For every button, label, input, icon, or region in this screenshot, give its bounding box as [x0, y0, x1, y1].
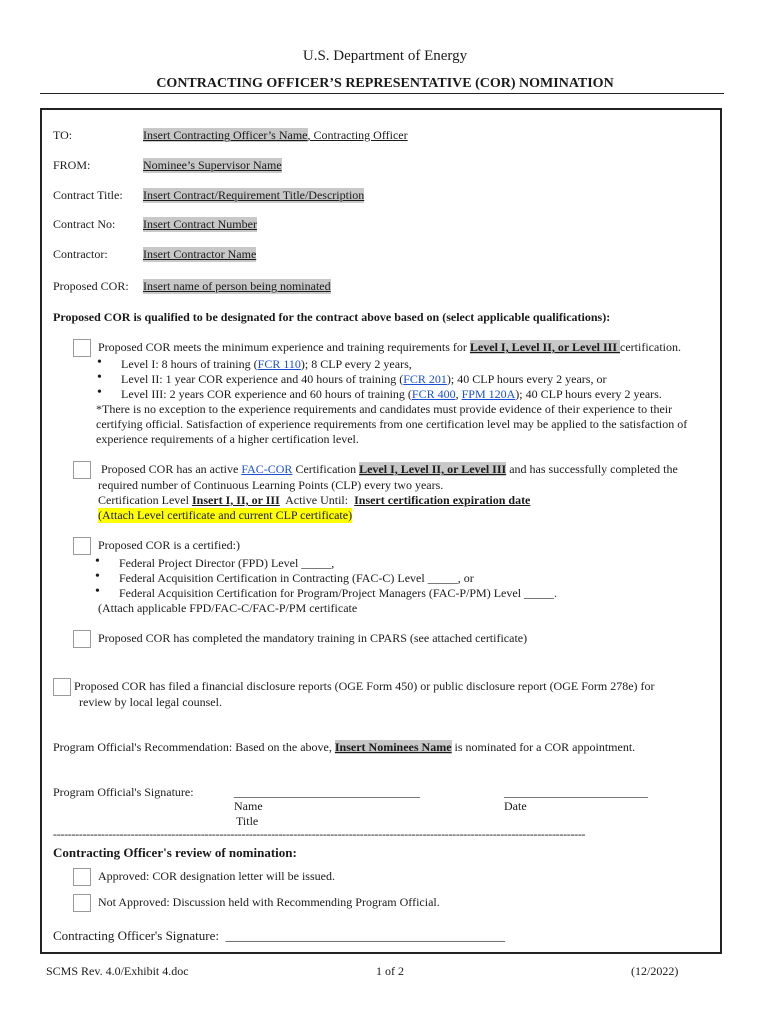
approved-checkbox[interactable]	[73, 868, 91, 886]
to-label: TO:	[53, 128, 73, 142]
contract-no-label: Contract No:	[53, 217, 116, 231]
qualification-heading: Proposed COR is qualified to be designated for the contract above based on (select applicable qualifications):	[53, 310, 611, 324]
opt1-b2-b: ); 40 CLP hours every 2 years, or	[446, 372, 607, 386]
opt1-note-line1: *There is no exception to the experience requirements and candidates must provide evidence of their experience to their	[96, 402, 673, 416]
co-signature-field[interactable]: ___________________________________________	[225, 928, 506, 943]
contract-title-label: Contract Title:	[53, 188, 123, 202]
opt3-text: Proposed COR is a certified:)	[98, 538, 240, 552]
fac-cor-link[interactable]: FAC-COR	[241, 462, 293, 476]
title-rule	[40, 93, 724, 94]
recommendation-line	[53, 740, 635, 755]
signature-title-caption: Title	[236, 814, 259, 828]
opt1-bullet-level2	[121, 372, 606, 387]
opt1-levels: Level I, Level II, or Level III	[469, 340, 621, 354]
opt2-cert-line	[98, 493, 530, 508]
qualification-checkbox-disclosure[interactable]	[53, 678, 71, 696]
opt2-levels: Level I, Level II, or Level III	[359, 462, 507, 476]
opt1-text-a: Proposed COR meets the minimum experience and training requirements for	[98, 340, 470, 354]
opt1-b1-a: Level I: 8 hours of training (	[121, 357, 258, 371]
to-field[interactable]	[143, 128, 408, 143]
from-label: FROM:	[53, 158, 91, 172]
opt1-bullet-level1	[121, 357, 412, 372]
co-signature-label: Contracting Officer's Signature:	[53, 928, 226, 943]
opt1-text-b: certification.	[620, 340, 681, 354]
opt5-line2: review by local legal counsel.	[79, 695, 222, 709]
opt3-bullet-fpd: • Federal Project Director (FPD) Level _____,	[119, 556, 334, 571]
fcr400-link[interactable]: FCR 400	[411, 387, 456, 401]
opt2-attach-note: (Attach Level certificate and current CLP certificate)	[98, 508, 353, 522]
signature-name-caption: Name	[234, 799, 263, 813]
program-official-signature-label: Program Official's Signature:	[53, 785, 194, 799]
nominee-name-field[interactable]: Insert Nominees Name	[334, 740, 452, 754]
to-suffix: , Contracting Officer	[307, 128, 408, 142]
opt3-bullet-fac-ppm: • Federal Acquisition Certification for Program/Project Managers (FAC-P/PM) Level _____.	[119, 586, 557, 601]
signature-line-name[interactable]: _______________________________	[234, 785, 420, 799]
contract-no-value[interactable]: Insert Contract Number	[143, 217, 257, 231]
opt2-active-value[interactable]: Insert certification expiration date	[354, 493, 531, 507]
approved-label: Approved: COR designation letter will be issued.	[98, 869, 335, 883]
opt1-b3-sep: ,	[455, 387, 462, 401]
fcr110-link[interactable]: FCR 110	[257, 357, 301, 371]
opt2-cert-value[interactable]: Insert I, II, or III	[191, 493, 280, 507]
from-value[interactable]: Nominee’s Supervisor Name	[143, 158, 282, 172]
opt2-cert-label: Certification Level	[98, 493, 192, 507]
qualification-checkbox-fac-cor[interactable]	[73, 461, 91, 479]
opt2-line2: required number of Continuous Learning Points (CLP) every two years.	[98, 478, 444, 492]
opt3-bullet-fac-c: • Federal Acquisition Certification in Contracting (FAC-C) Level _____, or	[119, 571, 474, 586]
opt1-b1-b: ); 8 CLP every 2 years,	[300, 357, 412, 371]
opt2-active-label: Active Until:	[279, 493, 355, 507]
opt1-b3-a: Level III: 2 years COR experience and 60 hours of training (	[121, 387, 412, 401]
signature-line-date[interactable]: ________________________	[504, 785, 648, 799]
contractor-value[interactable]: Insert Contractor Name	[143, 247, 257, 261]
opt2-text-c: and has successfully completed the	[506, 462, 678, 476]
opt5-line1: Proposed COR has filed a financial disclosure reports (OGE Form 450) or public disclosure report (OGE Form 278e) for	[74, 679, 655, 693]
opt1-line	[98, 340, 681, 355]
to-value[interactable]: Insert Contracting Officer’s Name	[143, 128, 308, 142]
opt1-note-line2: certifying official. Satisfaction of experience requirements from one certification level may be applied to the satisfaction of	[96, 417, 688, 431]
contract-title-value[interactable]: Insert Contract/Requirement Title/Description	[143, 188, 365, 202]
footer-date: (12/2022)	[631, 964, 679, 978]
footer-page-number: 1 of 2	[376, 964, 404, 978]
not-approved-label: Not Approved: Discussion held with Recommending Program Official.	[98, 895, 440, 909]
recommendation-text-b: is nominated for a COR appointment.	[451, 740, 636, 754]
agency-name: U.S. Department of Energy	[302, 48, 468, 64]
co-review-heading: Contracting Officer's review of nomination:	[53, 845, 297, 860]
not-approved-checkbox[interactable]	[73, 894, 91, 912]
fcr201-link[interactable]: FCR 201	[403, 372, 447, 386]
form-title: CONTRACTING OFFICER’S REPRESENTATIVE (COR) NOMINATION	[156, 76, 614, 91]
contractor-label: Contractor:	[53, 247, 108, 261]
opt1-b3-b: ); 40 CLP hours every 2 years.	[515, 387, 662, 401]
section-divider: ------------------------------------------------------------------------------------------------------------------------------------------------	[53, 827, 586, 841]
opt1-b2-a: Level II: 1 year COR experience and 40 hours of training (	[121, 372, 404, 386]
opt1-bullet-level3	[121, 387, 662, 402]
footer-doc-id: SCMS Rev. 4.0/Exhibit 4.doc	[46, 964, 189, 978]
qualification-checkbox-cpars[interactable]	[73, 630, 91, 648]
qualification-checkbox-experience[interactable]	[73, 339, 91, 357]
proposed-cor-value[interactable]: Insert name of person being nominated	[143, 279, 331, 293]
opt1-note-line3: experience requirements of a higher certification level.	[96, 432, 359, 446]
signature-date-caption: Date	[504, 799, 527, 813]
proposed-cor-label: Proposed COR:	[53, 279, 129, 293]
recommendation-text-a: Program Official's Recommendation: Based on the above,	[53, 740, 335, 754]
opt3-attach-note: (Attach applicable FPD/FAC-C/FAC-P/PM certificate	[98, 601, 358, 615]
co-signature-line	[53, 928, 505, 944]
opt4-text: Proposed COR has completed the mandatory training in CPARS (see attached certificate)	[98, 631, 528, 645]
opt2-text-b: Certification	[292, 462, 360, 476]
opt2-text-a: Proposed COR has an active	[101, 462, 242, 476]
qualification-checkbox-certified[interactable]	[73, 537, 91, 555]
fpm120a-link[interactable]: FPM 120A	[461, 387, 516, 401]
opt2-line1	[101, 462, 678, 477]
